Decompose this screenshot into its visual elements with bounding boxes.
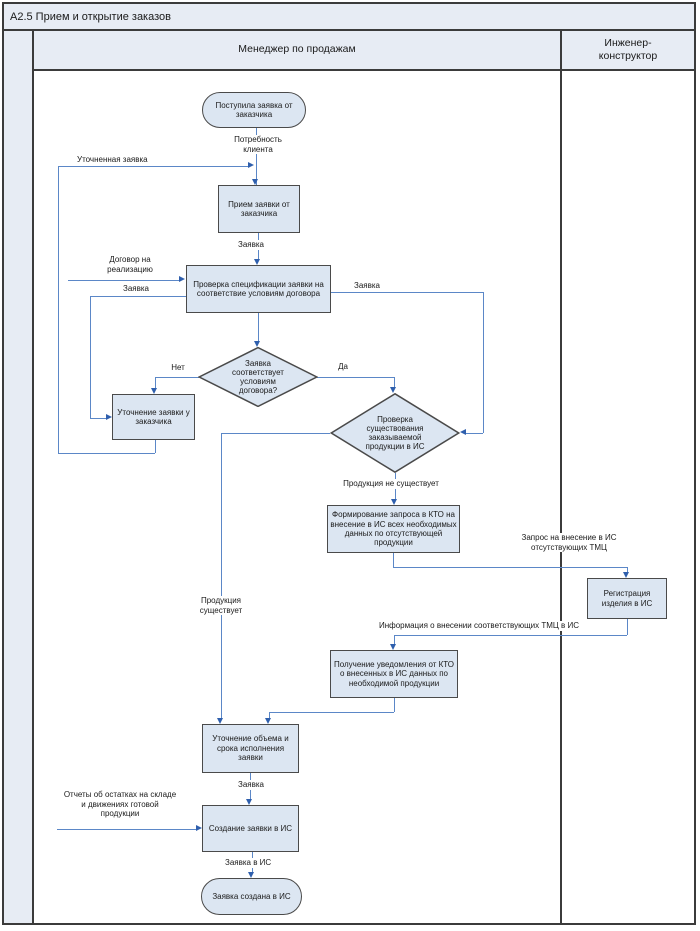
connector-segment [58,166,59,453]
label-stock-reports: Отчеты об остатках на складе и движениях готовой продукции [63,790,177,819]
label-yes: Да [330,362,356,372]
connector-segment [331,292,483,293]
connector-segment [155,377,156,388]
connector-segment [58,166,248,167]
node-receive-notification: Получение уведомления от КТО о внесенных в ИС данных по необходимой продукции [330,650,458,698]
node-refine-volume: Уточнение объема и срока исполнения заявки [202,724,299,773]
label-sales-contract: Договор на реализацию [93,255,167,274]
node-end-event: Заявка создана в ИС [201,878,302,915]
connector-segment [90,296,91,418]
node-check-spec: Проверка спецификации заявки на соответствие условиям договора [186,265,331,313]
connector-segment [57,829,196,830]
connector-segment [258,313,259,341]
decision-match-label: Заявка соответствует условиям договора? [232,358,284,396]
connector-segment [394,635,395,644]
lane-header-engineer: Инженер-конструктор [562,31,694,71]
label-request-2: Заявка [113,284,159,294]
connector-segment [155,440,156,453]
connector-segment [90,296,186,297]
connector-segment [221,433,222,718]
label-tmc-request: Запрос на внесение в ИС отсутствующих ТМЦ [505,533,633,552]
node-create-request: Создание заявки в ИС [202,805,299,852]
node-receive-request: Прием заявки от заказчика [218,185,300,233]
node-form-request: Формирование запроса в КТО на внесение в ИС всех необходимых данных по отсутствующей продукции [327,505,460,553]
connector-segment [269,712,394,713]
connector-segment [394,698,395,712]
connector-segment [317,377,394,378]
lane-header-manager: Менеджер по продажам [34,31,560,71]
connector-segment [90,418,106,419]
label-product-exists: Продукция существует [183,596,259,615]
connector-segment [221,433,330,434]
lane-divider [560,31,562,923]
connector-segment [627,619,628,635]
connector-segment [155,377,199,378]
label-request-in-is: Заявка в ИС [225,858,272,867]
connector-segment [68,280,179,281]
label-request-3: Заявка [344,281,390,291]
label-request-1: Заявка [228,240,274,250]
arrowhead-right [248,162,254,168]
node-clarify-request: Уточнение заявки у заказчика [112,394,195,440]
connector-segment [58,453,155,454]
connector-segment [394,635,627,636]
node-decision-match [198,347,318,407]
connector-segment [483,292,484,433]
label-client-need: Потребность клиента [226,135,290,154]
connector-segment [393,553,394,567]
connector-segment [466,433,483,434]
label-refined-request: Уточненная заявка [77,155,148,164]
label-request-4: Заявка [228,780,274,790]
arrowhead-right [179,276,185,282]
label-no: Нет [164,363,192,373]
diagram-title: А2.5 Прием и открытие заказов [4,4,694,31]
node-register-product: Регистрация изделия в ИС [587,578,667,619]
label-product-not-exists: Продукция не существует [334,479,448,489]
node-start-event: Поступила заявка от заказчика [202,92,306,128]
label-tmc-info: Информация о внесении соответствующих ТМЦ в ИС [350,621,608,631]
arrowhead-left [460,429,466,435]
decision-exists-label: Проверка существования заказываемой продукции в ИС [365,414,425,452]
node-decision-exists [330,393,460,473]
left-band [4,31,34,923]
connector-segment [393,567,627,568]
connector-segment [394,377,395,387]
